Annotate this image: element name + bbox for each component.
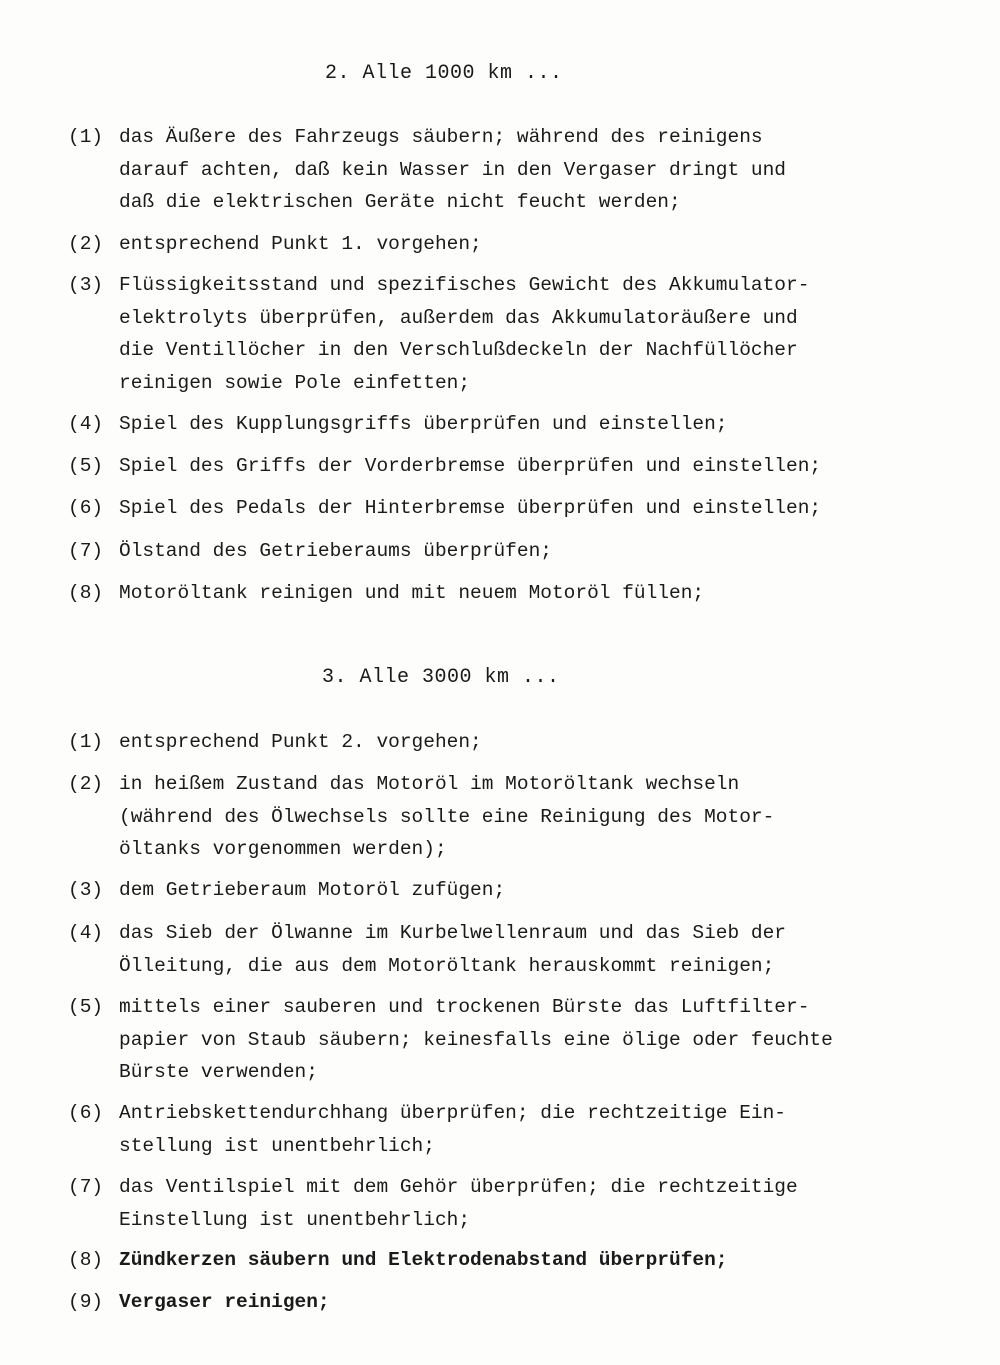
list-item — [68, 408, 928, 441]
item-text: das Sieb der Ölwanne im Kurbelwellenraum und das Sieb der Ölleitung, die aus dem Motoröltank herauskommt reinigen; — [119, 922, 787, 977]
item-number: (1) — [68, 731, 104, 753]
item-number: (4) — [68, 922, 104, 944]
list-item — [68, 121, 928, 219]
item-text: dem Getrieberaum Motoröl zufügen; — [119, 879, 506, 901]
list-item — [68, 450, 928, 483]
list-item — [68, 991, 928, 1089]
list-item — [68, 1244, 928, 1277]
item-number: (5) — [68, 996, 104, 1018]
item-number: (6) — [68, 497, 104, 519]
list-item — [68, 1171, 928, 1236]
item-text: entsprechend Punkt 2. vorgehen; — [119, 731, 482, 753]
item-text: Motoröltank reinigen und mit neuem Motoröl füllen; — [119, 582, 705, 604]
item-text: in heißem Zustand das Motoröl im Motoröltank wechseln (während des Ölwechsels sollte eine Reinigung des Motor- öltanks vorgenommen werden); — [119, 773, 775, 860]
list-item — [68, 228, 928, 261]
item-text: das Äußere des Fahrzeugs säubern; während des reinigens darauf achten, daß kein Wasser in den Vergaser dringt und daß die elektrischen Geräte nicht feucht werden; — [119, 126, 787, 213]
item-number: (1) — [68, 126, 104, 148]
list-item — [68, 768, 928, 866]
list-item — [68, 535, 928, 568]
item-number: (2) — [68, 773, 104, 795]
item-number: (8) — [68, 1249, 104, 1271]
item-number: (4) — [68, 413, 104, 435]
item-text: das Ventilspiel mit dem Gehör überprüfen; die rechtzeitige Einstellung ist unentbehrlich; — [119, 1176, 798, 1231]
list-item — [68, 874, 928, 907]
item-number: (6) — [68, 1102, 104, 1124]
item-text: Antriebskettendurchhang überprüfen; die rechtzeitige Ein- stellung ist unentbehrlich; — [119, 1102, 787, 1157]
list-item — [68, 917, 928, 982]
item-text: Vergaser reinigen; — [119, 1291, 330, 1313]
item-number: (3) — [68, 879, 104, 901]
list-item — [68, 1286, 928, 1319]
list-item — [68, 577, 928, 610]
item-number: (9) — [68, 1291, 104, 1313]
item-number: (7) — [68, 1176, 104, 1198]
item-text: Zündkerzen säubern und Elektrodenabstand überprüfen; — [119, 1249, 728, 1271]
item-number: (2) — [68, 233, 104, 255]
item-number: (3) — [68, 274, 104, 296]
list-item — [68, 269, 928, 399]
item-text: Flüssigkeitsstand und spezifisches Gewicht des Akkumulator- elektrolyts überprüfen, außerdem das Akkumulatoräußere und die Ventillöcher in den Verschlußdeckeln der Nachfüllöcher reinigen sowie Pole einfetten; — [119, 274, 810, 394]
list-item — [68, 1097, 928, 1162]
item-text: Ölstand des Getrieberaums überprüfen; — [119, 540, 552, 562]
item-text: Spiel des Kupplungsgriffs überprüfen und einstellen; — [119, 413, 728, 435]
item-text: mittels einer sauberen und trockenen Bürste das Luftfilter- papier von Staub säubern; keinesfalls eine ölige oder feuchte Bürste verwenden; — [119, 996, 833, 1083]
item-text: entsprechend Punkt 1. vorgehen; — [119, 233, 482, 255]
item-text: Spiel des Griffs der Vorderbremse überprüfen und einstellen; — [119, 455, 822, 477]
item-number: (5) — [68, 455, 104, 477]
section-3-heading: 3. Alle 3000 km ... — [322, 666, 560, 689]
section-2-heading: 2. Alle 1000 km ... — [325, 62, 563, 85]
list-item — [68, 726, 928, 759]
item-number: (7) — [68, 540, 104, 562]
item-text: Spiel des Pedals der Hinterbremse überprüfen und einstellen; — [119, 497, 822, 519]
item-number: (8) — [68, 582, 104, 604]
list-item — [68, 492, 928, 525]
